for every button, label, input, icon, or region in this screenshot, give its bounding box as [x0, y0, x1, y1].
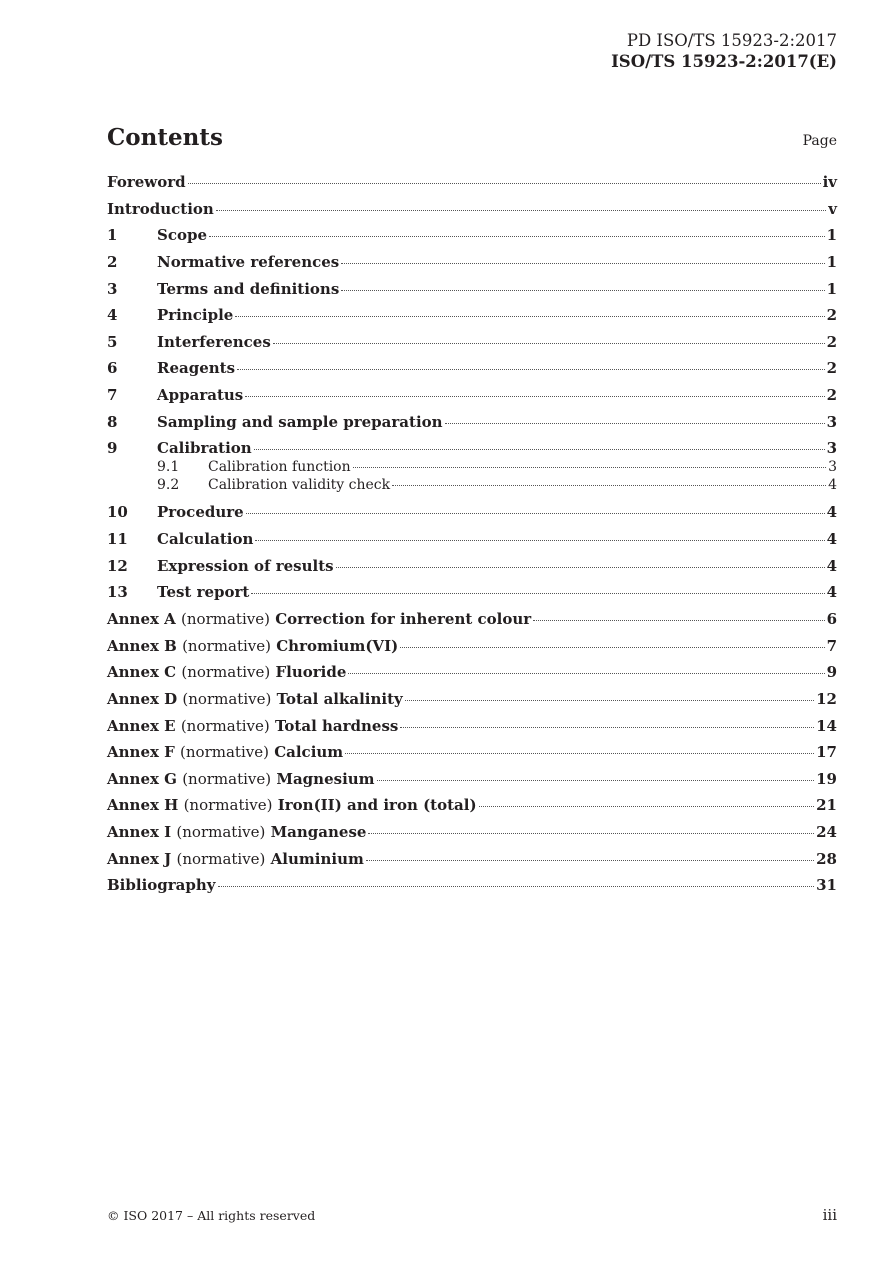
- annex-type: (normative): [181, 663, 271, 682]
- toc-entry-title: Principle: [157, 306, 234, 325]
- toc-entry-number: 10: [107, 503, 128, 522]
- toc-entry-calculation[interactable]: [107, 530, 837, 557]
- annex-label: Annex H: [107, 796, 179, 815]
- toc-entry-bibliography[interactable]: [107, 876, 837, 903]
- toc-entry-page: 19: [816, 769, 837, 788]
- toc-entry-annex-f[interactable]: [107, 743, 837, 770]
- toc-entry-page: 28: [816, 849, 837, 868]
- leader-dots: [400, 727, 814, 728]
- annex-title: Magnesium: [276, 769, 375, 788]
- leader-dots: [188, 183, 821, 184]
- annex-type: (normative): [176, 849, 266, 868]
- toc-entry-title: Introduction: [107, 199, 214, 218]
- toc-entry-annex-c[interactable]: [107, 663, 837, 690]
- leader-dots: [445, 423, 825, 424]
- annex-type: (normative): [180, 716, 270, 735]
- toc-entry-calibration-function[interactable]: [107, 459, 837, 477]
- leader-dots: [255, 540, 824, 541]
- leader-dots: [235, 316, 824, 317]
- toc-entry-page: 6: [826, 609, 837, 628]
- toc-entry-page: 9: [826, 663, 837, 682]
- toc-entry-page: 2: [826, 359, 837, 378]
- toc-entry-interferences[interactable]: [107, 333, 837, 360]
- toc-entry-title: Normative references: [157, 252, 340, 271]
- leader-dots: [336, 567, 825, 568]
- annex-type: (normative): [182, 689, 272, 708]
- toc-entry-number: 5: [107, 332, 118, 351]
- toc-entry-sampling[interactable]: [107, 413, 837, 440]
- toc-entry-introduction[interactable]: [107, 200, 837, 227]
- toc-entry-page: 2: [826, 306, 837, 325]
- toc-entry-number: 3: [107, 279, 118, 298]
- leader-dots: [254, 449, 825, 450]
- toc-entry-number: 13: [107, 583, 128, 602]
- leader-dots: [341, 263, 824, 264]
- toc-entry-page: iv: [822, 173, 837, 191]
- annex-label: Annex C: [107, 663, 177, 682]
- annex-title: Aluminium: [270, 849, 364, 868]
- leader-dots: [341, 290, 824, 291]
- leader-dots: [405, 700, 814, 701]
- toc-entry-title: Reagents: [157, 359, 236, 378]
- toc-entry-title: Sampling and sample preparation: [157, 412, 443, 431]
- toc-entry-annex-e[interactable]: [107, 717, 837, 744]
- leader-dots: [366, 860, 814, 861]
- leader-dots: [377, 780, 815, 781]
- annex-type: (normative): [182, 636, 271, 655]
- annex-title: Total alkalinity: [276, 689, 403, 708]
- toc-entry-page: 3: [826, 412, 837, 431]
- toc-entry-number: 2: [107, 252, 118, 271]
- toc-entry-title: Test report: [157, 583, 250, 602]
- toc-entry-annex-i[interactable]: [107, 823, 837, 850]
- toc-entry-number: 12: [107, 556, 128, 575]
- toc-entry-foreword[interactable]: [107, 173, 837, 200]
- leader-dots: [348, 673, 824, 674]
- toc-entry-number: 9.2: [157, 477, 180, 494]
- toc-entry-page: 7: [826, 636, 837, 655]
- annex-label: Annex B: [107, 636, 177, 655]
- leader-dots: [353, 467, 826, 468]
- leader-dots: [237, 369, 825, 370]
- leader-dots: [273, 343, 825, 344]
- toc-entry-procedure[interactable]: [107, 503, 837, 530]
- toc-entry-title: Calibration validity check: [208, 477, 391, 494]
- annex-label: Annex D: [107, 689, 178, 708]
- toc-entry-annex-h[interactable]: [107, 796, 837, 823]
- toc-entry-page: 4: [826, 556, 837, 575]
- toc-entry-title: Foreword: [107, 173, 186, 191]
- toc-entry-page: 31: [816, 876, 837, 895]
- toc-entry-test-report[interactable]: [107, 583, 837, 610]
- toc-entry-page: 4: [826, 583, 837, 602]
- annex-title: Fluoride: [275, 663, 347, 682]
- toc-entry-annex-d[interactable]: [107, 690, 837, 717]
- annex-title: Total hardness: [274, 716, 399, 735]
- leader-dots: [368, 833, 814, 834]
- header-line-2: ISO/TS 15923-2:2017(E): [611, 52, 837, 71]
- toc-entry-title: Interferences: [157, 332, 271, 351]
- annex-label: Annex A: [107, 609, 176, 628]
- toc-entry-title: Bibliography: [107, 876, 216, 895]
- annex-label: Annex I: [107, 823, 172, 842]
- document-header: [611, 30, 837, 72]
- toc-entry-number: 8: [107, 412, 118, 431]
- leader-dots: [533, 620, 824, 621]
- toc-entry-title: Terms and definitions: [157, 279, 340, 298]
- toc-entry-page: 1: [826, 252, 837, 271]
- leader-dots: [246, 513, 825, 514]
- annex-type: (normative): [182, 769, 272, 788]
- annex-title: Correction for inherent colour: [275, 609, 532, 628]
- toc-entry-page: 21: [816, 796, 837, 815]
- toc-entry-page: 2: [826, 386, 837, 405]
- annex-label: Annex F: [107, 743, 175, 762]
- leader-dots: [216, 210, 826, 211]
- toc-entry-page: 4: [826, 530, 837, 549]
- toc-entry-expression-of-results[interactable]: [107, 557, 837, 584]
- annex-type: (normative): [181, 609, 270, 628]
- toc-entry-page: 4: [826, 503, 837, 522]
- toc-entry-reagents[interactable]: [107, 359, 837, 386]
- toc-entry-annex-b[interactable]: [107, 637, 837, 664]
- toc-entry-title: Expression of results: [157, 556, 334, 575]
- toc-entry-page: 2: [826, 332, 837, 351]
- annex-title: Iron(II) and iron (total): [277, 796, 477, 815]
- toc-entry-title: Procedure: [157, 503, 244, 522]
- toc-entry-title: Calibration function: [208, 459, 351, 476]
- toc-entry-title: Apparatus: [157, 386, 244, 405]
- toc-entry-scope[interactable]: [107, 226, 837, 253]
- toc-entry-page: 14: [816, 716, 837, 735]
- annex-type: (normative): [176, 823, 266, 842]
- page-title: Contents: [107, 124, 223, 151]
- toc-entry-page: v: [828, 199, 837, 218]
- toc-entry-page: 12: [816, 689, 837, 708]
- toc-entry-page: 24: [816, 823, 837, 842]
- leader-dots: [251, 593, 824, 594]
- toc-entry-normative-references[interactable]: [107, 253, 837, 280]
- toc-entry-title: Calibration: [157, 439, 252, 458]
- toc-entry-page: 3: [826, 439, 837, 458]
- leader-dots: [218, 886, 815, 887]
- copyright-notice: © ISO 2017 – All rights reserved: [107, 1208, 316, 1223]
- toc-entry-title: Scope: [157, 226, 208, 245]
- toc-entry-page: 1: [826, 279, 837, 298]
- annex-label: Annex E: [107, 716, 176, 735]
- toc-entry-title: Calculation: [157, 530, 254, 549]
- page-column-label: Page: [802, 133, 837, 149]
- leader-dots: [209, 236, 825, 237]
- toc-entry-number: 7: [107, 386, 118, 405]
- annex-title: Chromium(VI): [276, 636, 399, 655]
- toc-entry-number: 9: [107, 439, 118, 458]
- toc-entry-number: 9.1: [157, 459, 180, 476]
- toc-entry-page: 3: [828, 459, 837, 476]
- leader-dots: [479, 806, 815, 807]
- annex-type: (normative): [180, 743, 269, 762]
- leader-dots: [245, 396, 824, 397]
- toc-entry-annex-g[interactable]: [107, 770, 837, 797]
- annex-label: Annex J: [107, 849, 172, 868]
- annex-title: Manganese: [270, 823, 367, 842]
- toc-entry-calibration-validity-check[interactable]: [107, 477, 837, 495]
- leader-dots: [400, 647, 824, 648]
- toc-entry-number: 6: [107, 359, 118, 378]
- toc-entry-terms-and-definitions[interactable]: [107, 280, 837, 307]
- toc-entry-page: 1: [826, 226, 837, 245]
- toc-entry-number: 1: [107, 226, 118, 245]
- toc-entry-page: 4: [828, 477, 837, 494]
- table-of-contents: [107, 173, 837, 903]
- toc-entry-principle[interactable]: [107, 306, 837, 333]
- annex-type: (normative): [183, 796, 273, 815]
- toc-entry-number: 4: [107, 306, 118, 325]
- leader-dots: [345, 753, 814, 754]
- leader-dots: [392, 485, 826, 486]
- toc-entry-annex-j[interactable]: [107, 850, 837, 877]
- annex-title: Calcium: [274, 743, 344, 762]
- toc-entry-annex-a[interactable]: [107, 610, 837, 637]
- toc-entry-number: 11: [107, 530, 128, 549]
- annex-label: Annex G: [107, 769, 177, 788]
- header-line-1: PD ISO/TS 15923-2:2017: [626, 31, 837, 50]
- toc-entry-apparatus[interactable]: [107, 386, 837, 413]
- toc-entry-page: 17: [816, 743, 837, 762]
- page-number: iii: [822, 1206, 837, 1224]
